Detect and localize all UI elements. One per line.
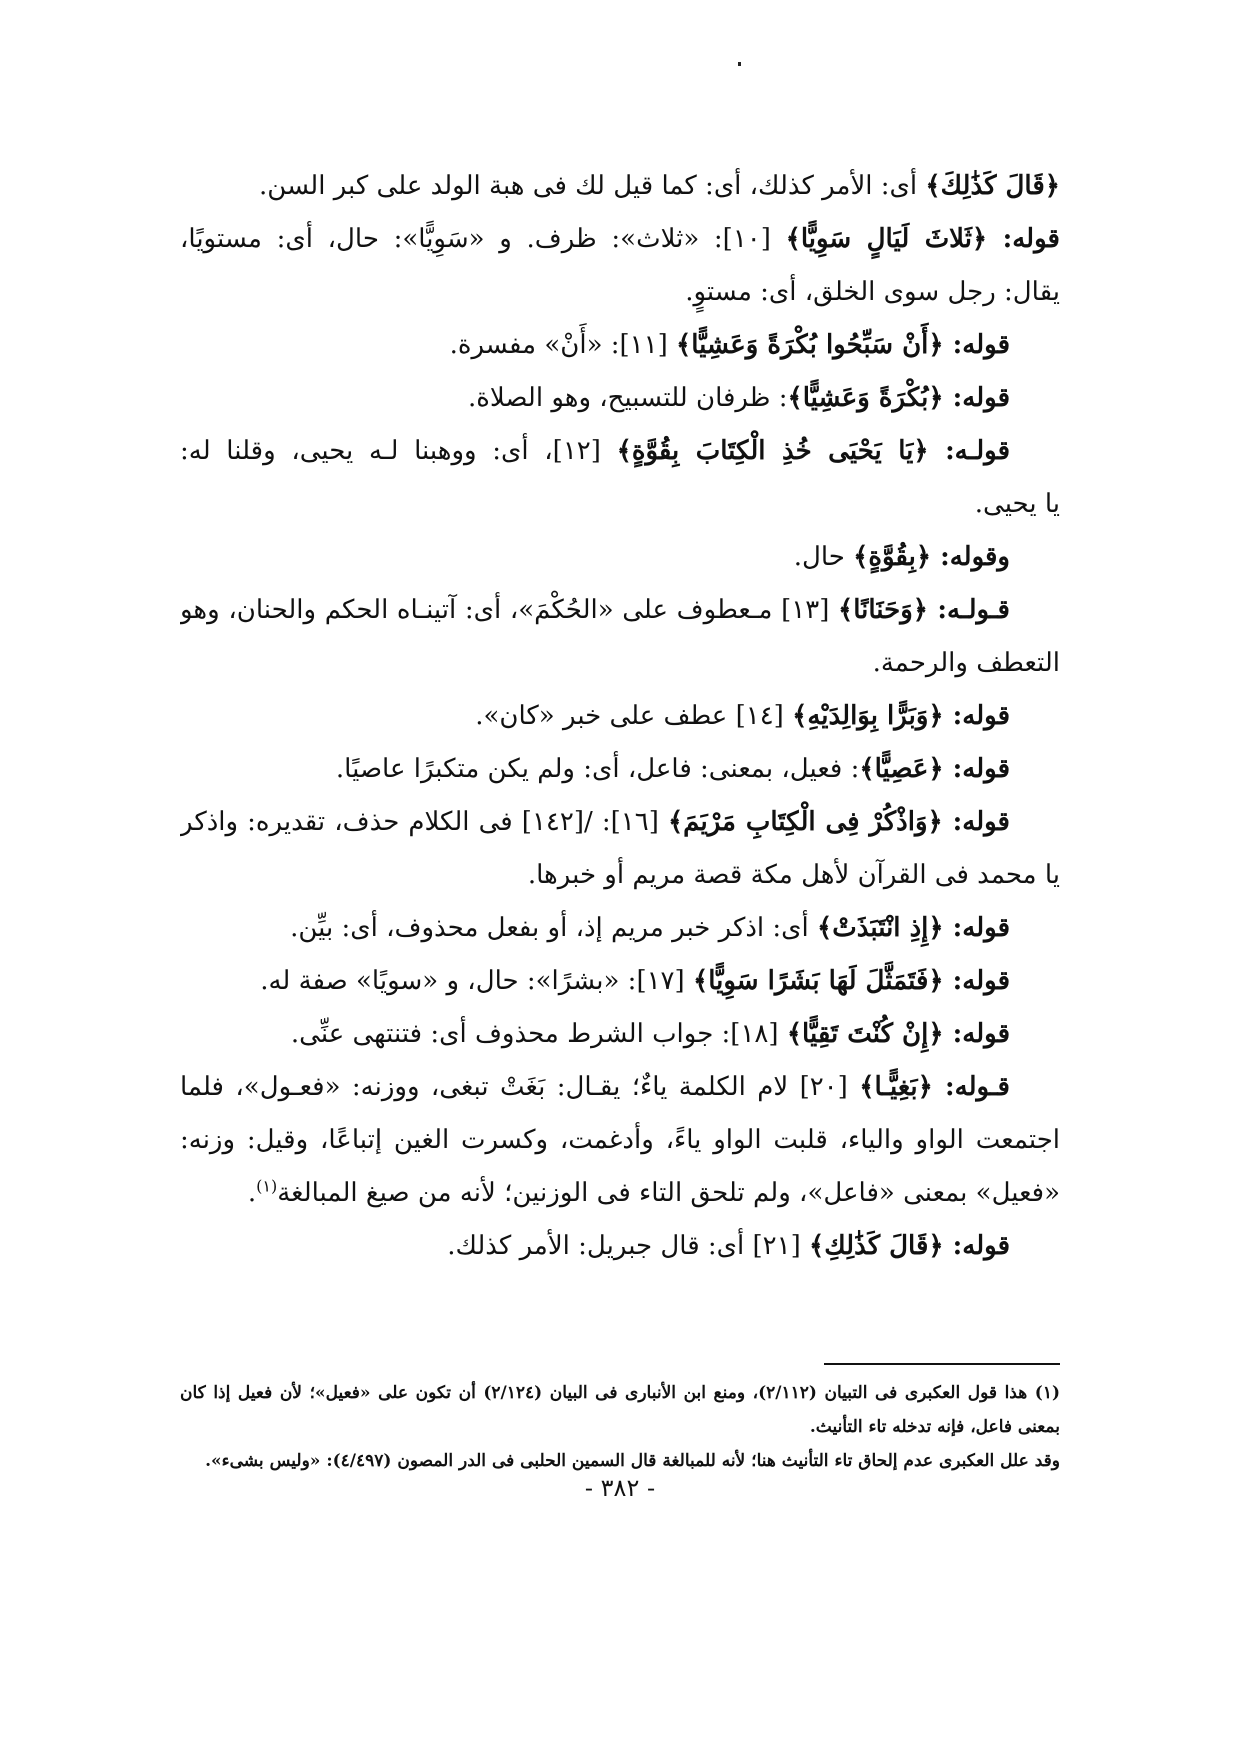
commentary: [١٧]: «بشرًا»: حال، و «سويًا» صفة له. xyxy=(260,966,693,996)
stray-mark xyxy=(738,62,741,66)
commentary: [٢٠] لام الكلمة ياءٌ؛ يقـال: بَغَتْ تبغى، ووزنه: «فعـول»، فلما xyxy=(180,1072,860,1102)
text-line xyxy=(180,584,1060,637)
label: قوله: xyxy=(943,330,1010,360)
label: قوله: xyxy=(942,807,1010,837)
text-line xyxy=(180,213,1060,266)
text-line xyxy=(180,478,1060,531)
quran-quote: ﴿بَغِيًّـا﴾ xyxy=(859,1072,933,1102)
quran-quote: ﴿إِنْ كُنْتَ تَقِيًّا﴾ xyxy=(786,1019,944,1049)
commentary: [١٢]، أى: ووهبنا لـه يحيى، وقلنا له: xyxy=(180,436,617,466)
label: قوله: xyxy=(943,383,1010,413)
commentary: يا محمد فى القرآن لأهل مكة قصة مريم أو خبرها. xyxy=(527,860,1060,890)
label: قـولـه: xyxy=(928,595,1010,625)
text-line xyxy=(180,849,1060,902)
commentary: [١٠]: «ثلاث»: ظرف. و «سَوِيًّا»: حال، أى: مستويًا، xyxy=(180,224,786,254)
commentary: التعطف والرحمة. xyxy=(872,648,1060,678)
text-line xyxy=(180,690,1060,743)
commentary: [١٨]: جواب الشرط محذوف أى: فتنتهى عنِّى. xyxy=(290,1019,787,1049)
text-line xyxy=(180,425,1060,478)
label: قوله: xyxy=(943,1231,1010,1261)
label: قولـه: xyxy=(928,436,1011,466)
quran-quote: ﴿وَبَرًّا بِوَالِدَيْهِ﴾ xyxy=(792,701,944,731)
label: قوله: xyxy=(943,754,1010,784)
footnote-line: (١) هذا قول العكبرى فى التبيان (٢/١١٢)، ومنع ابن الأنبارى فى البيان (٢/١٢٤) أن تكون على «فعيل»؛ لأن فعيل إذا كان xyxy=(180,1383,1060,1403)
quran-quote: ﴿فَتَمَثَّلَ لَهَا بَشَرًا سَوِيًّا﴾ xyxy=(692,966,944,996)
text-line xyxy=(180,902,1060,955)
text-line xyxy=(180,1008,1060,1061)
main-text xyxy=(180,160,1060,1273)
footnote-marker: (١) xyxy=(256,1176,278,1196)
commentary: يا يحيى. xyxy=(974,489,1060,519)
quran-quote: ﴿بُكْرَةً وَعَشِيًّا﴾ xyxy=(787,383,944,413)
commentary: يقال: رجل سوى الخلق، أى: مستوٍ. xyxy=(685,277,1060,307)
text-line xyxy=(180,160,1060,213)
quran-quote: ﴿وَحَنَانًا﴾ xyxy=(837,595,929,625)
text-line xyxy=(180,743,1060,796)
footnote-divider xyxy=(824,1363,1060,1365)
text-line xyxy=(180,637,1060,690)
text-line xyxy=(180,531,1060,584)
commentary: أى: الأمر كذلك، أى: كما قيل لك فى هبة الولد على كبر السن. xyxy=(259,171,926,201)
label: قوله: xyxy=(943,701,1010,731)
quran-quote: ﴿أَنْ سَبِّحُوا بُكْرَةً وَعَشِيًّا﴾ xyxy=(676,330,944,360)
quran-quote: ﴿ثَلاثَ لَيَالٍ سَوِيًّا﴾ xyxy=(785,224,988,254)
quran-quote: ﴿يَا يَحْيَى خُذِ الْكِتَابَ بِقُوَّةٍ﴾ xyxy=(616,436,929,466)
quran-quote: ﴿إِذِ انْتَبَذَتْ﴾ xyxy=(817,913,944,943)
text-line xyxy=(180,1061,1060,1114)
text-line xyxy=(180,796,1060,849)
label: قوله: xyxy=(987,224,1060,254)
label: وقوله: xyxy=(931,542,1010,572)
label: قوله: xyxy=(943,966,1010,996)
commentary: «فعيل» بمعنى «فاعل»، ولم تلحق التاء فى الوزنين؛ لأنه من صيغ المبالغة xyxy=(277,1178,1060,1208)
commentary: [٢١] أى: قال جبريل: الأمر كذلك. xyxy=(447,1231,809,1261)
commentary: [١١]: «أَنْ» مفسرة. xyxy=(449,330,677,360)
quran-quote: ﴿عَصِيًّا﴾ xyxy=(859,754,944,784)
quran-quote: ﴿وَاذْكُرْ فِى الْكِتَابِ مَرْيَمَ﴾ xyxy=(667,807,943,837)
footnote-line: وقد علل العكبرى عدم إلحاق تاء التأنيث هنا؛ لأنه للمبالغة قال السمين الحلبى فى الدر المصون (٤/٤٩٧): «وليس بشىء». xyxy=(205,1451,1060,1471)
commentary: أى: اذكر خبر مريم إذ، أو بفعل محذوف، أى: بيِّن. xyxy=(290,913,818,943)
text-line xyxy=(180,1114,1060,1167)
label: قوله: xyxy=(943,1019,1010,1049)
quran-quote: ﴿قَالَ كَذَٰلِكَ﴾ xyxy=(925,171,1060,201)
commentary: [١٤] عطف على خبر «كان». xyxy=(475,701,793,731)
quran-quote: ﴿بِقُوَّةٍ﴾ xyxy=(853,542,932,572)
text-line xyxy=(180,372,1060,425)
text-line xyxy=(180,955,1060,1008)
text-line xyxy=(180,1220,1060,1273)
commentary: : فعيل، بمعنى: فاعل، أى: ولم يكن متكبرًا عاصيًا. xyxy=(335,754,860,784)
commentary: [١٣] مـعطوف على «الحُكْمَ»، أى: آتينـاه الحكم والحنان، وهو xyxy=(180,595,838,625)
commentary: اجتمعت الواو والياء، قلبت الواو ياءً، وأدغمت، وكسرت الغين إتباعًا، وقيل: وزنه: xyxy=(180,1125,1060,1155)
commentary: [١٦]: /[١٤٢] فى الكلام حذف، تقديره: واذكر xyxy=(180,807,668,837)
label: قـوله: xyxy=(932,1072,1010,1102)
text-line xyxy=(180,266,1060,319)
text-line xyxy=(180,319,1060,372)
footnotes xyxy=(180,1376,1060,1478)
footnote-line: بمعنى فاعل، فإنه تدخله تاء التأنيث. xyxy=(809,1417,1060,1437)
quran-quote: ﴿قَالَ كَذَٰلِكِ﴾ xyxy=(809,1231,944,1261)
commentary: . xyxy=(247,1178,257,1208)
commentary: : ظرفان للتسبيح، وهو الصلاة. xyxy=(467,383,788,413)
label: قوله: xyxy=(943,913,1010,943)
text-line xyxy=(180,1167,1060,1220)
page-number: - ٣٨٢ - xyxy=(584,1474,656,1502)
commentary: حال. xyxy=(793,542,854,572)
